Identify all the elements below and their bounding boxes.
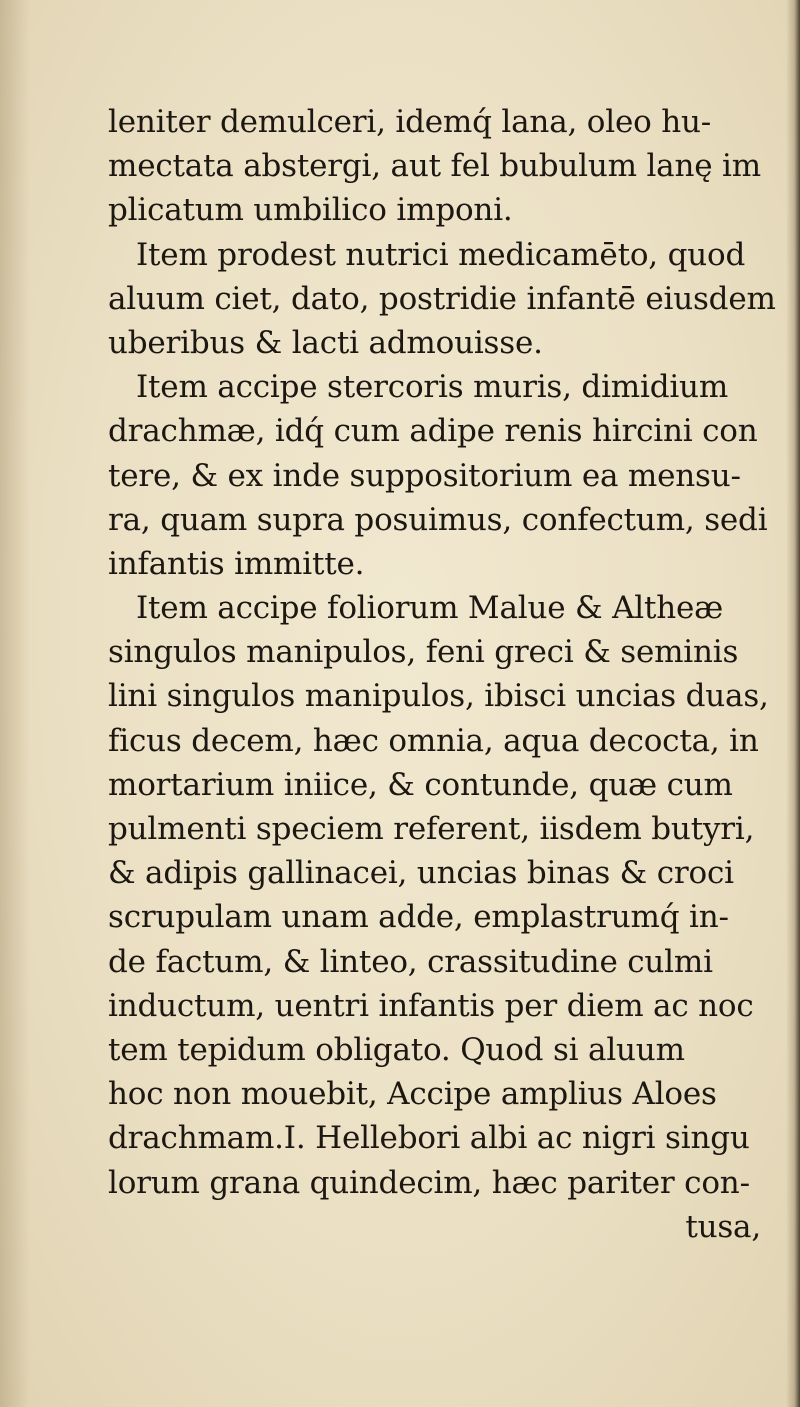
text-line: infantis immitte. <box>108 545 365 582</box>
paragraph-start-line: Item prodest nutrici medicamēto, quod <box>136 236 746 273</box>
text-line: drachmam.I. Hellebori albi ac nigri singu <box>108 1120 750 1157</box>
text-line: aluum ciet, dato, postridie infantē eiusdem <box>108 280 776 317</box>
text-line: inductum, uentri infantis per diem ac noc <box>108 987 754 1024</box>
text-line: drachmæ, idq́ cum adipe renis hircini con <box>108 413 758 450</box>
paragraph-start-line: Item accipe stercoris muris, dimidium <box>136 369 729 406</box>
text-block <box>108 100 776 1249</box>
text-line: mortarium iniice, & contunde, quæ cum <box>108 766 733 803</box>
text-line: de factum, & linteo, crassitudine culmi <box>108 943 713 980</box>
text-line: singulos manipulos, feni greci & seminis <box>108 634 739 671</box>
text-line: mectata abstergi, aut fel bubulum lanę im <box>108 148 761 185</box>
text-line: ra, quam supra posuimus, confectum, sedi <box>108 501 768 538</box>
text-line: hoc non mouebit, Accipe amplius Aloes <box>108 1076 717 1113</box>
text-line: scrupulam unam adde, emplastrumq́ in- <box>108 899 729 936</box>
text-line: & adipis gallinacei, uncias binas & croci <box>108 855 734 892</box>
text-line: plicatum umbilico imponi. <box>108 192 513 229</box>
text-line: tere, & ex inde suppositorium ea mensu- <box>108 457 741 494</box>
catchword: tusa, <box>685 1208 761 1245</box>
page-gutter-shadow <box>0 0 30 1407</box>
text-line: leniter demulceri, idemq́ lana, oleo hu- <box>108 104 712 140</box>
text-line: ficus decem, hæc omnia, aqua decocta, in <box>108 722 759 759</box>
paragraph-start-line: Item accipe foliorum Malue & Altheæ <box>136 590 724 627</box>
page-edge-shadow <box>786 0 800 1407</box>
text-line: pulmenti speciem referent, iisdem butyri, <box>108 811 755 847</box>
text-line: uberibus & lacti admouisse. <box>108 324 543 361</box>
text-line: lorum grana quindecim, hæc pariter con- <box>108 1164 750 1201</box>
text-line: lini singulos manipulos, ibisci uncias duas, <box>108 678 769 715</box>
text-line: tem tepidum obligato. Quod si aluum <box>108 1031 685 1068</box>
